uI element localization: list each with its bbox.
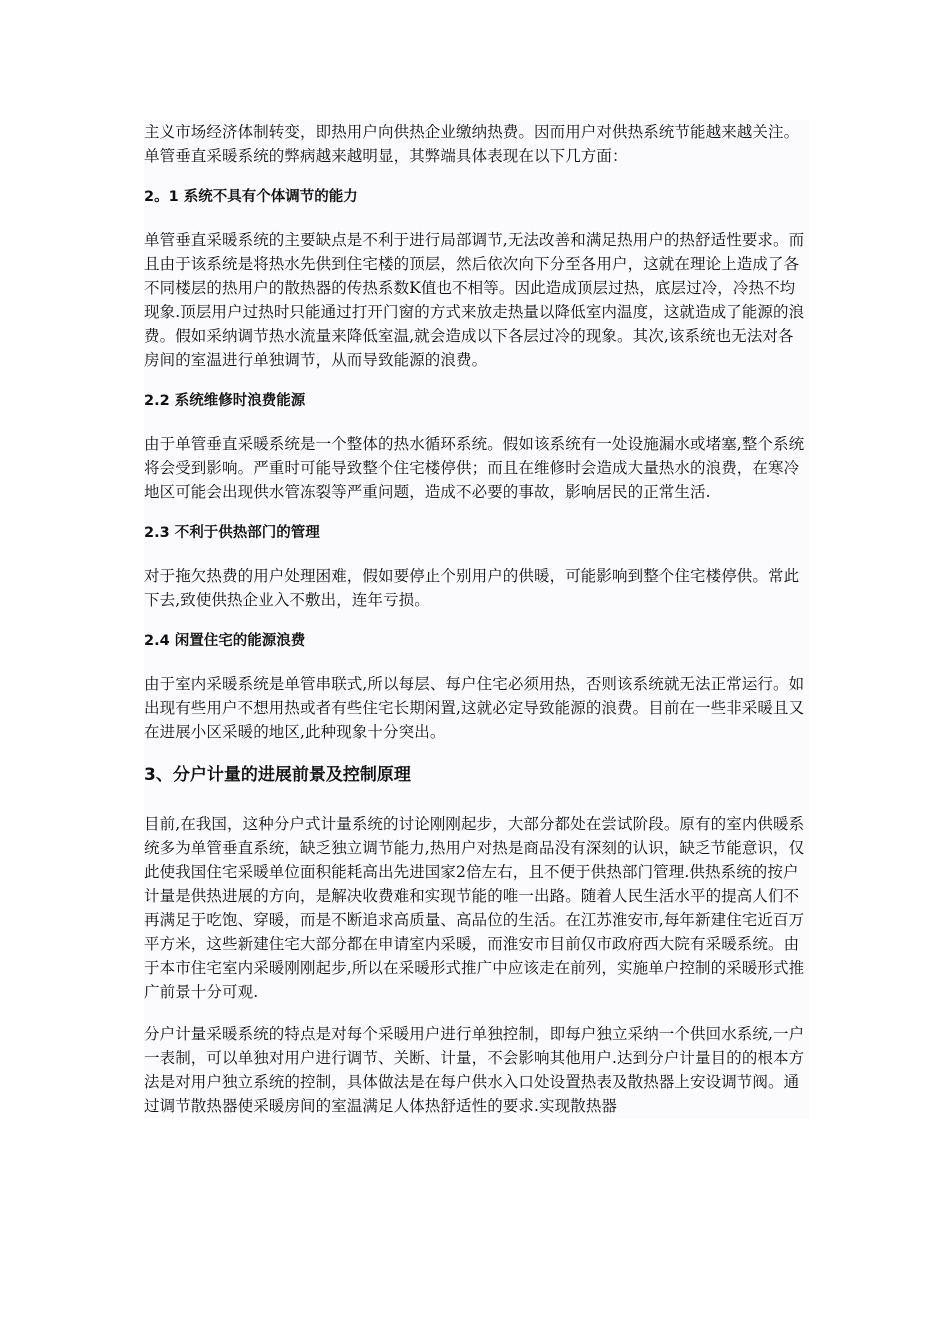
section-2-3-paragraph: 对于拖欠热费的用户处理困难，假如要停止个别用户的供暖，可能影响到整个住宅楼停供。常此下去,致使供热企业入不敷出，连年亏损。 <box>144 567 800 609</box>
document-body <box>144 120 809 1118</box>
section-heading-2-2: 2.2 系统维修时浪费能源 <box>144 393 306 409</box>
section-heading-2-4: 2.4 闲置住宅的能源浪费 <box>144 633 306 649</box>
section-heading-2-1: 2。1 系统不具有个体调节的能力 <box>144 189 358 205</box>
section-3-paragraph-1: 目前,在我国，这种分户式计量系统的讨论刚刚起步，大部分都处在尝试阶段。原有的室内供暖系统多为单管垂直系统，缺乏独立调节能力,热用户对热是商品没有深刻的认识，缺乏节能意识，仅此使我国住宅采暖单位面积能耗高出先进国家2倍左右，且不便于供热部门管理.供热系统的按户计量是供热进展的方向，是解决收费难和实现节能的唯一出路。随着人民生活水平的提高人们不再满足于吃饱、穿暖，而是不断追求高质量、高品位的生活。在江苏淮安市,每年新建住宅近百万平方米，这些新建住宅大部分都在申请室内采暖，而淮安市目前仅市政府西大院有采暖系统。由于本市住宅室内采暖刚刚起步,所以在采暖形式推广中应该走在前列，实施单户控制的采暖形式推广前景十分可观. <box>144 815 805 1001</box>
section-3-paragraph-2: 分户计量采暖系统的特点是对每个采暖用户进行单独控制，即每户独立采纳一个供回水系统,一户一表制，可以单独对用户进行调节、关断、计量，不会影响其他用户.达到分户计量目的的根本方法是对用户独立系统的控制，具体做法是在每户供水入口处设置热表及散热器上安设调节阀。通过调节散热器使采暖房间的室温满足人体热舒适性的要求.实现散热器 <box>144 1025 805 1115</box>
section-heading-2-3: 2.3 不利于供热部门的管理 <box>144 525 320 541</box>
section-2-2-paragraph: 由于单管垂直采暖系统是一个整体的热水循环系统。假如该系统有一处设施漏水或堵塞,整个系统将会受到影响。严重时可能导致整个住宅楼停供；而且在维修时会造成大量热水的浪费，在寒冷地区可能会出现供水管冻裂等严重问题，造成不必要的事故，影响居民的正常生活. <box>144 435 805 501</box>
intro-paragraph: 主义市场经济体制转变，即热用户向供热企业缴纳热费。因而用户对供热系统节能越来越关注。单管垂直采暖系统的弊病越来越明显，其弊端具体表现在以下几方面： <box>144 123 800 165</box>
section-heading-3: 3、分户计量的进展前景及控制原理 <box>144 765 411 785</box>
section-2-4-paragraph: 由于室内采暖系统是单管串联式,所以每层、每户住宅必须用热，否则该系统就无法正常运行。如出现有些用户不想用热或者有些住宅长期闲置,这就必定导致能源的浪费。目前在一些非采暖且又在进展小区采暖的地区,此种现象十分突出。 <box>144 675 805 741</box>
section-2-1-paragraph: 单管垂直采暖系统的主要缺点是不利于进行局部调节,无法改善和满足热用户的热舒适性要求。而且由于该系统是将热水先供到住宅楼的顶层，然后依次向下分至各用户，这就在理论上造成了各不同楼层的热用户的散热器的传热系数K值也不相等。因此造成顶层过热，底层过冷，冷热不均现象.顶层用户过热时只能通过打开门窗的方式来放走热量以降低室内温度，这就造成了能源的浪费。假如采纳调节热水流量来降低室温,就会造成以下各层过冷的现象。其次,该系统也无法对各房间的室温进行单独调节，从而导致能源的浪费。 <box>144 231 805 369</box>
